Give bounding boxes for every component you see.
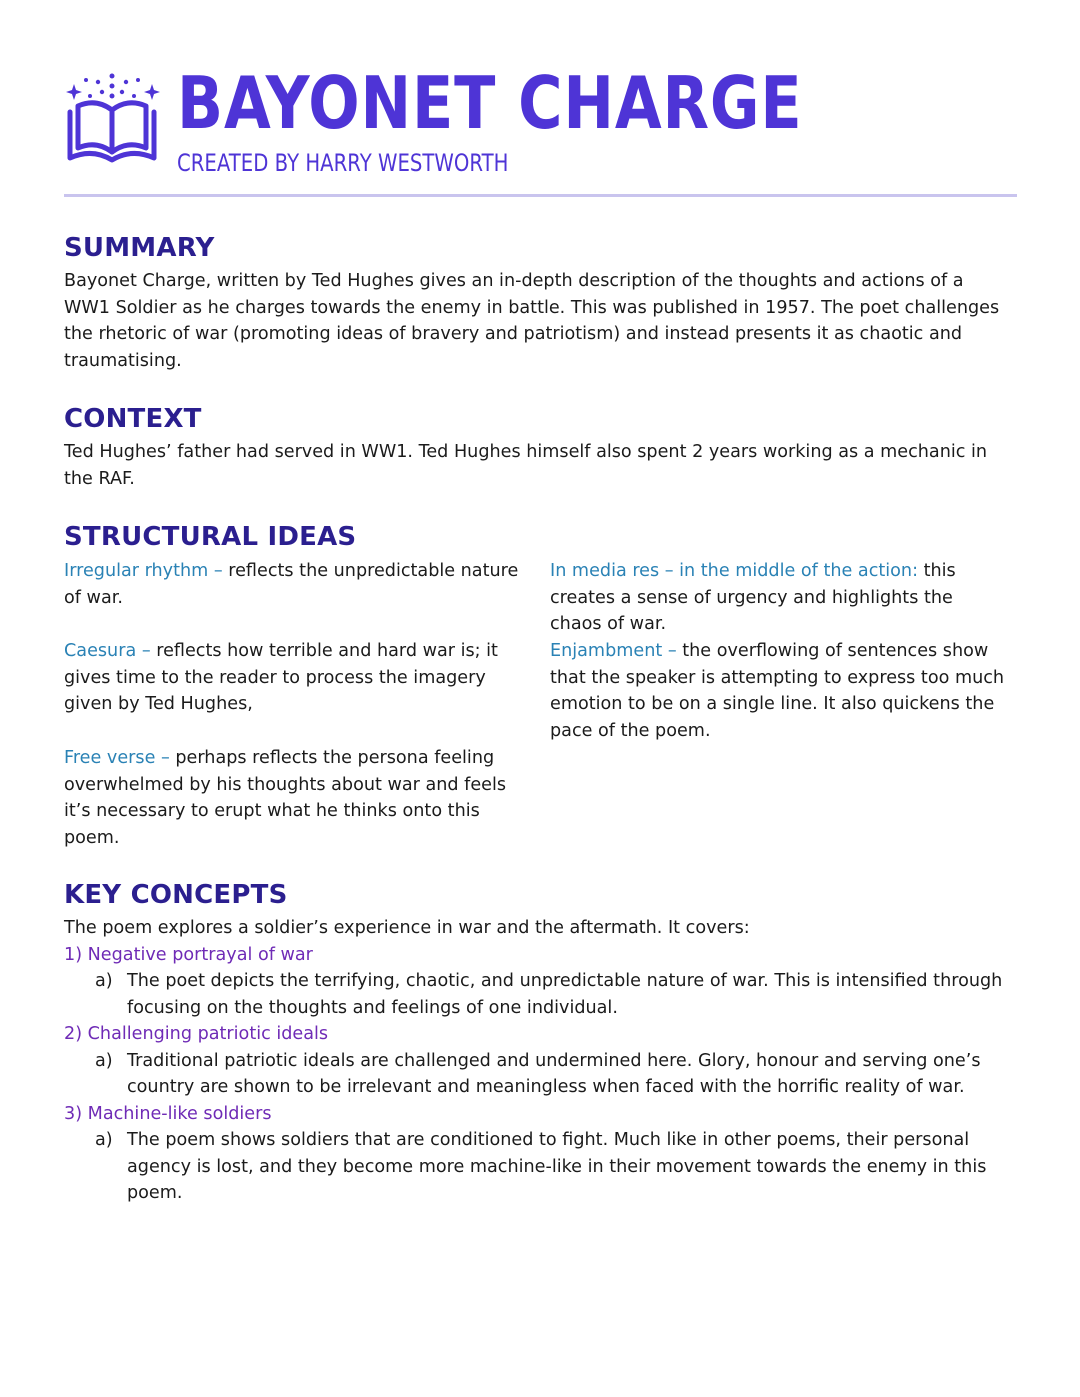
concept-point-label: a)	[95, 971, 113, 991]
context-section	[64, 403, 1014, 492]
concept-item	[64, 942, 1014, 1022]
structural-right-column	[550, 558, 990, 638]
open-book-sparkle-icon	[64, 68, 160, 168]
structural-right-column	[550, 638, 1012, 744]
context-heading: CONTEXT	[64, 404, 202, 434]
summary-text: Bayonet Charge, written by Ted Hughes gives an in-depth description of the thoughts and actions of a WW1 Soldier as he charges towards the enemy in battle. This was published in 1957. The poet challenges the rhetoric of war (promoting ideas of bravery and patriotism) and instead presents it as chaotic and traumatising.	[64, 271, 1000, 371]
concepts-heading: KEY CONCEPTS	[64, 880, 288, 910]
concept-title: 2) Challenging patriotic ideals	[64, 1024, 329, 1044]
concept-title: 3) Machine-like soldiers	[64, 1103, 272, 1124]
concept-point	[64, 968, 1014, 1021]
header	[64, 60, 1024, 195]
concept-point	[64, 1127, 1014, 1207]
structural-desc: this creates a sense of urgency and highlights the chaos of war.	[550, 561, 956, 634]
concepts-intro: The poem explores a soldier’s experience in war and the aftermath. It covers:	[64, 918, 750, 938]
concept-point-text: The poem shows soldiers that are conditioned to fight. Much like in other poems, their personal agency is lost, and they become more machine-like in their movement towards the enemy in this poem.	[127, 1130, 987, 1203]
structural-term: Enjambment –	[550, 641, 683, 661]
structural-heading: STRUCTURAL IDEAS	[64, 522, 357, 552]
structural-left-column	[64, 638, 524, 718]
structural-item	[550, 638, 1012, 744]
summary-section	[64, 232, 1014, 374]
structural-left-column	[64, 745, 524, 851]
structural-desc: reflects the unpredictable nature of war.	[64, 561, 519, 608]
summary-heading: SUMMARY	[64, 233, 215, 263]
concept-point-label: a)	[95, 1130, 113, 1150]
structural-desc: reflects how terrible and hard war is; it gives time to the reader to process the imagery given by Ted Hughes,	[64, 641, 498, 714]
context-text: Ted Hughes’ father had served in WW1. Ted Hughes himself also spent 2 years working as a mechanic in the RAF.	[64, 442, 988, 489]
structural-term: Irregular rhythm –	[64, 561, 229, 581]
structural-item	[550, 558, 990, 638]
concept-point-label: a)	[95, 1050, 113, 1071]
concept-point-text: The poet depicts the terrifying, chaotic, and unpredictable nature of war. This is intensified through focusing on the thoughts and feelings of one individual.	[127, 971, 1003, 1018]
structural-term: Caesura –	[64, 641, 157, 661]
concept-item	[64, 1101, 1014, 1207]
page-title: BAYONET CHARGE	[177, 61, 803, 145]
structural-desc: perhaps reflects the persona feeling overwhelmed by his thoughts about war and feels it’s necessary to erupt what he thinks onto this poem.	[64, 748, 507, 848]
concept-item	[64, 1021, 1014, 1101]
structural-item	[64, 638, 524, 718]
structural-item	[64, 558, 539, 611]
concept-point-text: Traditional patriotic ideals are challenged and undermined here. Glory, honour and serving one’s country are shown to be irrelevant and meaningless when faced with the horrific reality of war.	[127, 1050, 981, 1097]
concept-title: 1) Negative portrayal of war	[64, 944, 313, 965]
structural-item	[64, 745, 524, 851]
structural-term: Free verse –	[64, 748, 176, 768]
structural-left-column	[64, 558, 539, 611]
concept-point	[64, 1048, 1014, 1101]
structural-desc: the overflowing of sentences show that the speaker is attempting to express too much emotion to be on a single line. It also quickens the pace of the poem.	[550, 641, 1005, 741]
structural-term: In media res – in the middle of the action:	[550, 561, 924, 581]
key-concepts-section	[64, 879, 1014, 1207]
header-divider	[64, 194, 1017, 197]
author-credit: CREATED BY HARRY WESTWORTH	[177, 149, 509, 177]
structural-ideas-section	[64, 521, 1014, 861]
